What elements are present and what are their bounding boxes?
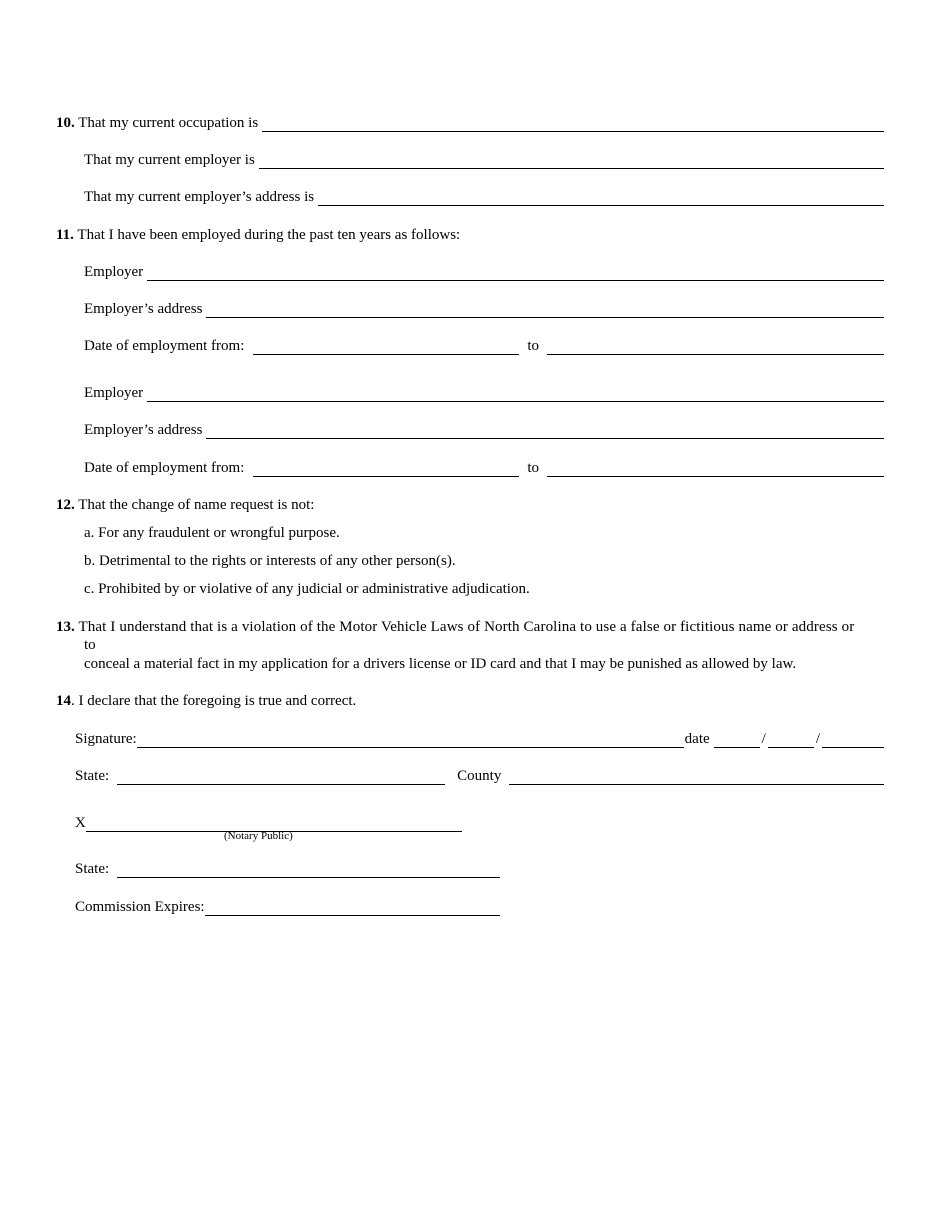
declaration-text: . I declare that the foregoing is true and correct.	[71, 693, 357, 709]
county-field[interactable]	[509, 770, 884, 785]
employer-1-field[interactable]	[147, 266, 884, 281]
employer-1-date-from-label: Date of employment from:	[84, 338, 245, 354]
section-14-declaration	[56, 692, 356, 710]
employer-1-row	[84, 263, 884, 281]
current-employer-address-label: That my current employer’s address is	[84, 189, 315, 205]
signature-row	[75, 730, 884, 748]
employer-2-field[interactable]	[147, 387, 884, 402]
section-11-number: 11.	[56, 227, 74, 243]
signature-label: Signature:	[75, 731, 137, 747]
occupation-row	[56, 114, 884, 132]
section-11-intro	[56, 226, 460, 244]
date-separator: /	[761, 731, 766, 747]
employer-1-address-field[interactable]	[206, 303, 884, 318]
current-employer-field[interactable]	[259, 154, 884, 169]
notary-public-caption: (Notary Public)	[224, 830, 293, 842]
employment-history-label: That I have been employed during the past ten years as follows:	[77, 227, 461, 243]
date-month-field[interactable]	[714, 733, 760, 748]
date-label: date	[684, 731, 710, 747]
list-item: a. For any fraudulent or wrongful purpose.	[84, 525, 340, 541]
section-10-number: 10.	[56, 115, 75, 131]
employer-2-address-row	[84, 421, 884, 439]
notary-state-field[interactable]	[117, 863, 500, 878]
date-day-field[interactable]	[768, 733, 814, 748]
notary-x-label: X	[75, 815, 86, 831]
employer-address-row	[84, 188, 884, 206]
section-13-line-2: conceal a material fact in my application for a drivers license or ID card and that I may be punished as allowed by law.	[84, 656, 797, 672]
employer-2-address-field[interactable]	[206, 424, 884, 439]
state-county-row	[75, 767, 884, 785]
employer-2-row	[84, 384, 884, 402]
employer-row	[84, 151, 884, 169]
county-label: County	[457, 768, 502, 784]
employer-2-date-from-field[interactable]	[253, 462, 519, 477]
section-12-number: 12.	[56, 497, 75, 513]
section-13-line-1	[56, 618, 894, 636]
employer-1-label: Employer	[84, 264, 144, 280]
name-change-label: That the change of name request is not:	[78, 497, 315, 513]
commission-expires-label: Commission Expires:	[75, 899, 205, 915]
employer-1-date-from-field[interactable]	[253, 340, 519, 355]
list-item: b. Detrimental to the rights or interests of any other person(s).	[84, 553, 456, 569]
employer-1-address-row	[84, 300, 884, 318]
employer-2-date-to-field[interactable]	[547, 462, 884, 477]
occupation-field[interactable]	[262, 117, 884, 132]
commission-expires-field[interactable]	[205, 901, 500, 916]
commission-row	[75, 898, 500, 916]
employer-2-to-label: to	[527, 460, 540, 476]
section-14-number: 14	[56, 693, 71, 709]
notary-state-row	[75, 860, 500, 878]
employer-2-dates-row	[84, 459, 884, 477]
employer-1-to-label: to	[527, 338, 540, 354]
notary-state-label: State:	[75, 861, 110, 877]
section-12-intro	[56, 496, 314, 514]
employer-2-date-from-label: Date of employment from:	[84, 460, 245, 476]
current-employer-address-field[interactable]	[318, 191, 884, 206]
state-label: State:	[75, 768, 110, 784]
employer-1-address-label: Employer’s address	[84, 301, 203, 317]
occupation-label: That my current occupation is	[78, 115, 259, 131]
employer-1-dates-row	[84, 337, 884, 355]
section-13-number: 13.	[56, 619, 75, 635]
list-item: c. Prohibited by or violative of any judicial or administrative adjudication.	[84, 581, 530, 597]
date-year-field[interactable]	[822, 733, 884, 748]
current-employer-label: That my current employer is	[84, 152, 255, 168]
signature-field[interactable]	[137, 733, 684, 748]
section-13-line-1b: to	[84, 637, 96, 653]
state-field[interactable]	[117, 770, 445, 785]
section-13-text-1: That I understand that is a violation of the Motor Vehicle Laws of North Carolina to use a false or fictitious name or address or	[78, 619, 855, 635]
employer-1-date-to-field[interactable]	[547, 340, 884, 355]
employer-2-label: Employer	[84, 385, 144, 401]
date-separator: /	[815, 731, 820, 747]
employer-2-address-label: Employer’s address	[84, 422, 203, 438]
